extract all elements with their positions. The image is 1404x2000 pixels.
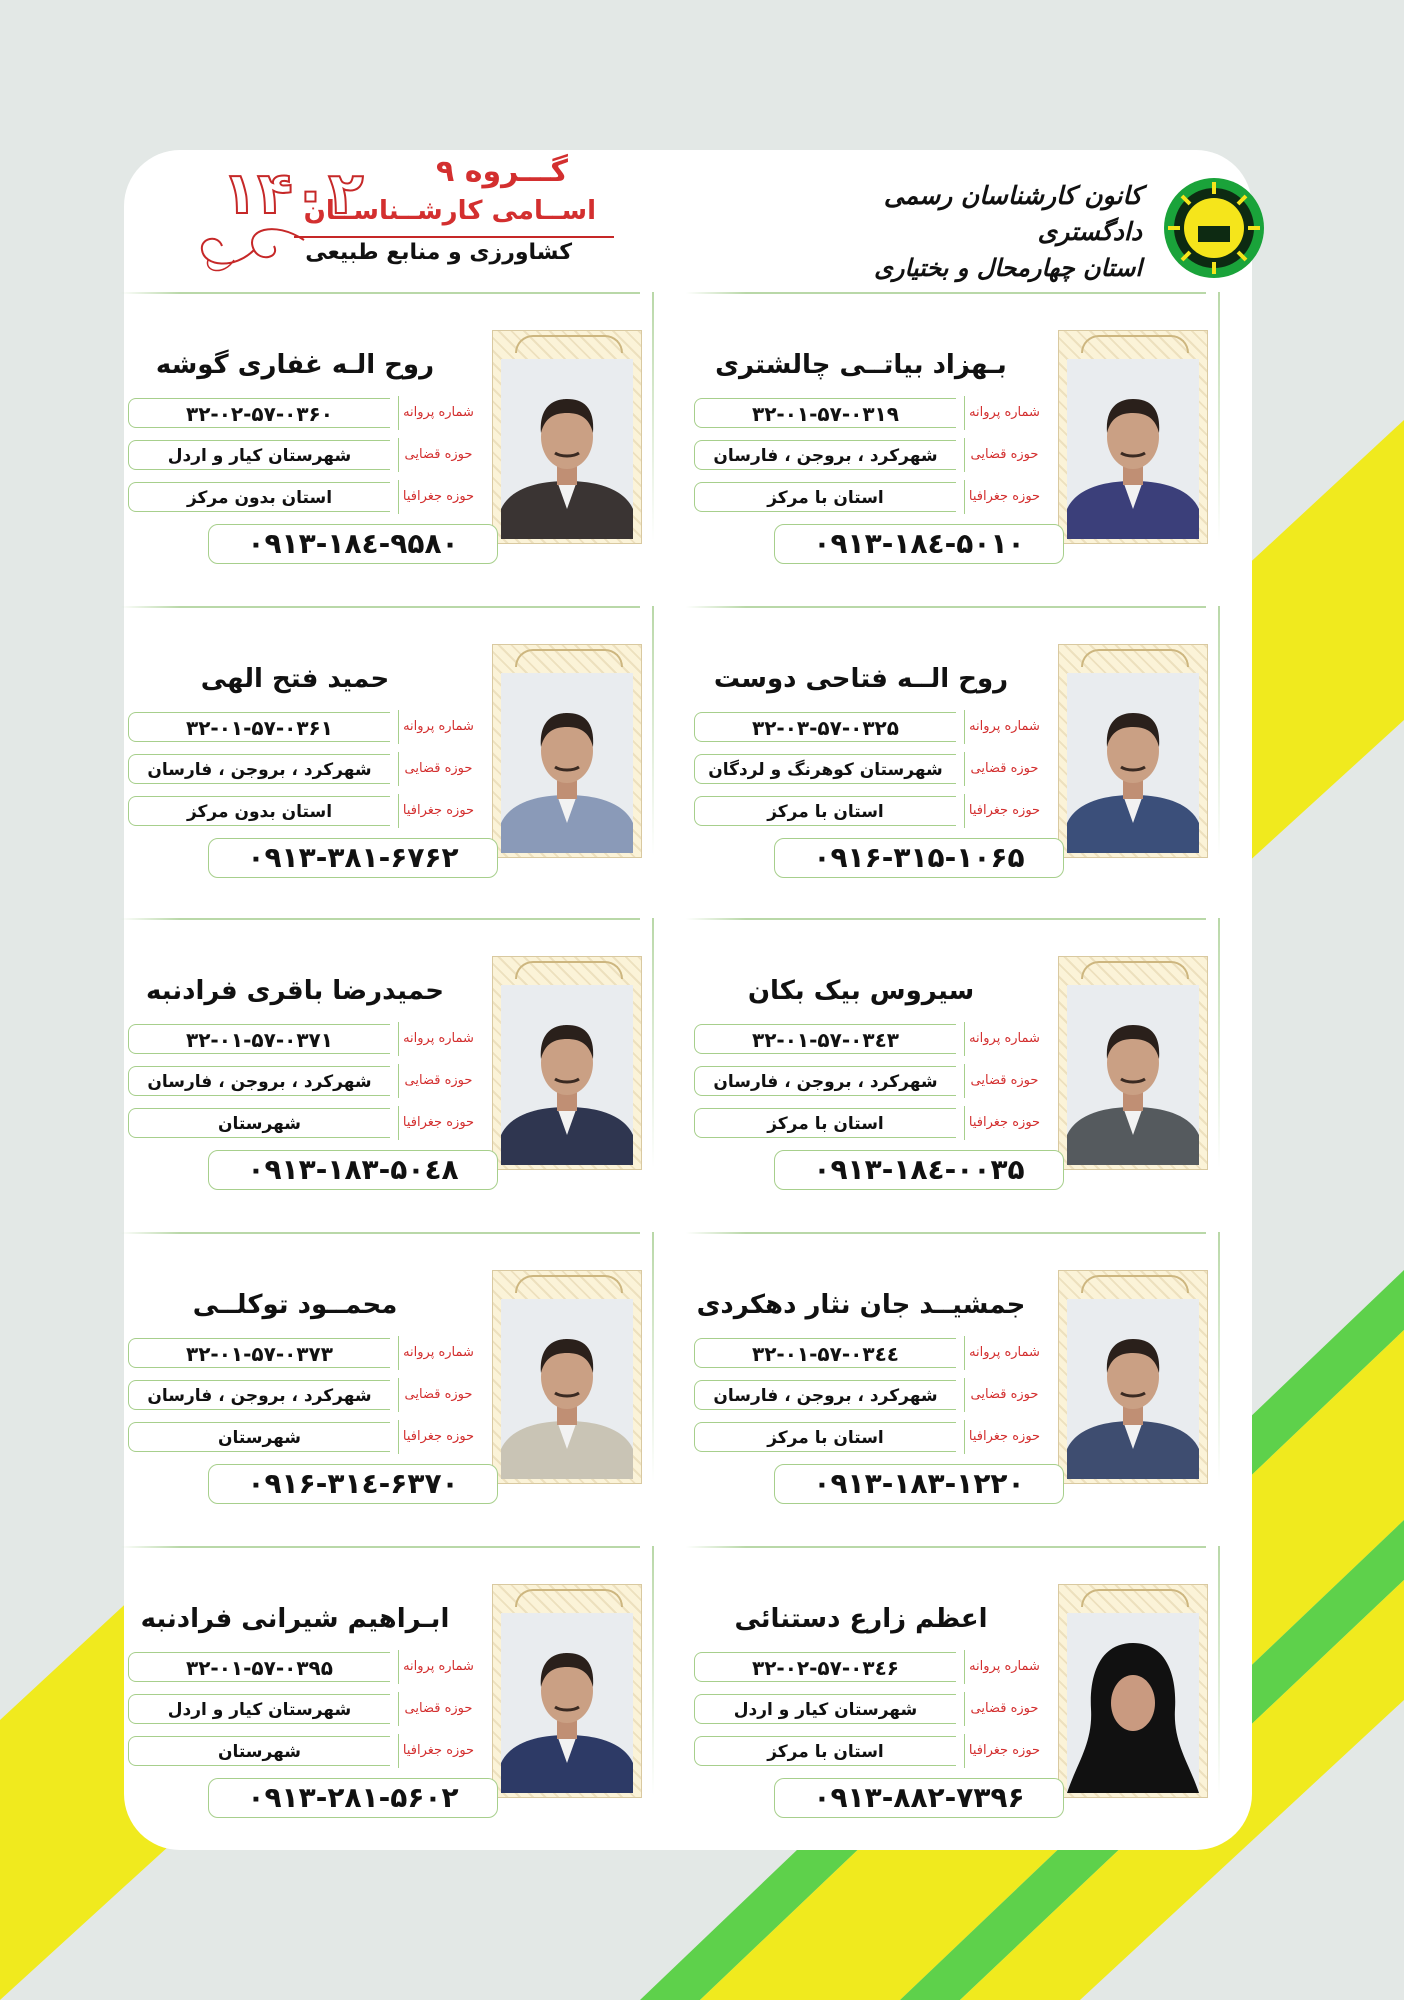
- judicial-label: حوزه قضایی: [398, 1064, 478, 1098]
- judicial-row: [694, 1064, 1044, 1098]
- group-header: [186, 152, 626, 282]
- geo-label: حوزه جغرافیا: [398, 1420, 478, 1454]
- card-top-border: [746, 1546, 1206, 1548]
- license-row: [128, 710, 478, 744]
- portrait-icon: [1067, 985, 1199, 1165]
- judicial-label: حوزه قضایی: [398, 438, 478, 472]
- license-label: شماره پروانه: [964, 1650, 1044, 1684]
- judicial-label: حوزه قضایی: [964, 438, 1044, 472]
- expert-photo: [1067, 673, 1199, 853]
- card-top-border-fade: [120, 292, 180, 294]
- card-top-border: [180, 918, 640, 920]
- portrait-icon: [501, 1613, 633, 1793]
- card-side-border: [652, 292, 654, 542]
- judicial-area: شهرکرد ، بروجن ، فارسان: [694, 1380, 956, 1410]
- judicial-area: شهرستان کیار و اردل: [128, 440, 390, 470]
- card-side-border: [1218, 1232, 1220, 1482]
- card-top-border-fade: [120, 1232, 180, 1234]
- license-number: ۳۲-۰۱-۵۷-۰۳۱۹: [694, 398, 956, 428]
- license-label: شماره پروانه: [964, 1022, 1044, 1056]
- license-label: شماره پروانه: [398, 396, 478, 430]
- expert-photo: [1067, 359, 1199, 539]
- judicial-label: حوزه قضایی: [964, 752, 1044, 786]
- expert-name: روح الــه فتاحی دوست: [713, 664, 1009, 694]
- expert-card: [120, 918, 660, 1208]
- expert-photo: [1067, 1299, 1199, 1479]
- judicial-row: [128, 1064, 478, 1098]
- judicial-area: شهرستان کوهرنگ و لردگان: [694, 754, 956, 784]
- expert-name: محمــود توکلــی: [192, 1290, 398, 1320]
- license-number: ۳۲-۰۱-۵۷-۰۳٤٤: [694, 1338, 956, 1368]
- phone-number: ۰۹۱۳-۸۸۲-۷۳۹۶: [774, 1778, 1064, 1818]
- expert-photo: [501, 1613, 633, 1793]
- license-number: ۳۲-۰۱-۵۷-۰۳٤۳: [694, 1024, 956, 1054]
- judicial-row: [128, 1378, 478, 1412]
- license-number: ۳۲-۰۱-۵۷-۰۳۷۱: [128, 1024, 390, 1054]
- license-label: شماره پروانه: [398, 1022, 478, 1056]
- geo-area: شهرستان: [128, 1422, 390, 1452]
- group-field: کشاورزی و منابع طبیعی: [305, 240, 572, 265]
- ornament-icon: [194, 220, 314, 276]
- geo-area: استان بدون مرکز: [128, 482, 390, 512]
- card-side-border: [1218, 918, 1220, 1168]
- expert-card: [120, 1546, 660, 1836]
- license-label: شماره پروانه: [398, 710, 478, 744]
- expert-photo: [1067, 985, 1199, 1165]
- expert-photo: [1067, 1613, 1199, 1793]
- expert-card: [686, 292, 1226, 582]
- judicial-row: [694, 1692, 1044, 1726]
- judicial-row: [694, 1378, 1044, 1412]
- expert-name: بـهزاد بیاتــی چالشتری: [715, 350, 1007, 380]
- card-top-border: [746, 1232, 1206, 1234]
- license-number: ۳۲-۰۱-۵۷-۰۳۷۳: [128, 1338, 390, 1368]
- frame-arch-ornament: [1081, 1275, 1189, 1293]
- geo-label: حوزه جغرافیا: [398, 1106, 478, 1140]
- phone-number: ۰۹۱۶-۳۱٤-۶۳۷۰: [208, 1464, 498, 1504]
- judicial-area: شهرکرد ، بروجن ، فارسان: [128, 754, 390, 784]
- license-label: شماره پروانه: [964, 396, 1044, 430]
- judicial-area: شهرستان کیار و اردل: [694, 1694, 956, 1724]
- frame-arch-ornament: [1081, 1589, 1189, 1607]
- license-row: [128, 1650, 478, 1684]
- frame-arch-ornament: [515, 649, 623, 667]
- portrait-icon: [1067, 1299, 1199, 1479]
- group-divider: [294, 236, 614, 238]
- expert-photo: [501, 673, 633, 853]
- photo-frame: [492, 956, 642, 1170]
- card-top-border-fade: [120, 606, 180, 608]
- photo-frame: [1058, 956, 1208, 1170]
- portrait-icon: [501, 985, 633, 1165]
- license-number: ۳۲-۰۲-۵۷-۰۳٤۶: [694, 1652, 956, 1682]
- geo-row: [694, 480, 1044, 514]
- card-top-border: [746, 606, 1206, 608]
- association-logo: [1162, 176, 1266, 280]
- judicial-area: شهرکرد ، بروجن ، فارسان: [694, 1066, 956, 1096]
- judicial-row: [128, 438, 478, 472]
- geo-area: استان با مرکز: [694, 482, 956, 512]
- card-top-border-fade: [686, 918, 746, 920]
- phone-number: ۰۹۱۳-۱۸٤-۹۵۸۰: [208, 524, 498, 564]
- photo-frame: [492, 1584, 642, 1798]
- license-label: شماره پروانه: [964, 1336, 1044, 1370]
- geo-label: حوزه جغرافیا: [964, 480, 1044, 514]
- frame-arch-ornament: [515, 335, 623, 353]
- expert-name: اعظم زارع دستنائی: [734, 1604, 988, 1634]
- judicial-row: [694, 752, 1044, 786]
- geo-label: حوزه جغرافیا: [964, 1420, 1044, 1454]
- expert-name: سیروس بیک بکان: [747, 976, 975, 1006]
- license-row: [128, 1022, 478, 1056]
- license-row: [694, 710, 1044, 744]
- license-row: [694, 396, 1044, 430]
- phone-number: ۰۹۱۳-۱۸٤-۰۰۳۵: [774, 1150, 1064, 1190]
- license-number: ۳۲-۰۳-۵۷-۰۳۲۵: [694, 712, 956, 742]
- phone-number: ۰۹۱۳-۲۸۱-۵۶۰۲: [208, 1778, 498, 1818]
- judicial-area: شهرکرد ، بروجن ، فارسان: [128, 1066, 390, 1096]
- frame-arch-ornament: [515, 1275, 623, 1293]
- judicial-area: شهرکرد ، بروجن ، فارسان: [128, 1380, 390, 1410]
- expert-name: روح الـه غفاری گوشه: [155, 350, 435, 380]
- phone-number: ۰۹۱۳-۳۸۱-۶۷۶۲: [208, 838, 498, 878]
- card-side-border: [652, 1232, 654, 1482]
- card-top-border-fade: [120, 918, 180, 920]
- card-top-border-fade: [686, 606, 746, 608]
- judicial-label: حوزه قضایی: [964, 1692, 1044, 1726]
- license-row: [694, 1650, 1044, 1684]
- geo-area: شهرستان: [128, 1108, 390, 1138]
- photo-frame: [1058, 644, 1208, 858]
- photo-frame: [1058, 330, 1208, 544]
- association-name: [842, 178, 1142, 286]
- geo-area: استان بدون مرکز: [128, 796, 390, 826]
- geo-area: استان با مرکز: [694, 796, 956, 826]
- expert-card: [686, 1232, 1226, 1522]
- license-number: ۳۲-۰۱-۵۷-۰۳۹۵: [128, 1652, 390, 1682]
- photo-frame: [492, 330, 642, 544]
- group-title: گـــروه ۹: [436, 154, 568, 189]
- judicial-label: حوزه قضایی: [398, 1378, 478, 1412]
- portrait-icon: [1067, 1613, 1199, 1793]
- frame-arch-ornament: [1081, 649, 1189, 667]
- card-top-border: [746, 918, 1206, 920]
- phone-number: ۰۹۱۳-۱۸۳-۵۰٤۸: [208, 1150, 498, 1190]
- license-row: [694, 1022, 1044, 1056]
- card-side-border: [1218, 292, 1220, 542]
- geo-label: حوزه جغرافیا: [964, 794, 1044, 828]
- license-row: [128, 1336, 478, 1370]
- expert-card: [686, 918, 1226, 1208]
- expert-card: [120, 606, 660, 896]
- geo-row: [128, 1106, 478, 1140]
- expert-card: [120, 1232, 660, 1522]
- photo-frame: [1058, 1584, 1208, 1798]
- license-row: [694, 1336, 1044, 1370]
- photo-frame: [492, 1270, 642, 1484]
- geo-row: [694, 1106, 1044, 1140]
- expert-photo: [501, 359, 633, 539]
- card-side-border: [652, 606, 654, 856]
- judicial-row: [128, 1692, 478, 1726]
- card-top-border: [180, 1546, 640, 1548]
- geo-label: حوزه جغرافیا: [398, 480, 478, 514]
- geo-row: [694, 1420, 1044, 1454]
- frame-arch-ornament: [1081, 335, 1189, 353]
- judicial-row: [694, 438, 1044, 472]
- geo-area: استان با مرکز: [694, 1108, 956, 1138]
- card-top-border: [180, 606, 640, 608]
- geo-label: حوزه جغرافیا: [964, 1734, 1044, 1768]
- group-subtitle: اســامی کارشــناســان: [303, 196, 596, 226]
- card-side-border: [1218, 1546, 1220, 1796]
- geo-label: حوزه جغرافیا: [964, 1106, 1044, 1140]
- portrait-icon: [501, 1299, 633, 1479]
- judicial-area: شهرکرد ، بروجن ، فارسان: [694, 440, 956, 470]
- association-name-line2: استان چهارمحال و بختیاری: [874, 253, 1142, 282]
- phone-number: ۰۹۱۳-۱۸٤-۵۰۱۰: [774, 524, 1064, 564]
- card-top-border: [180, 1232, 640, 1234]
- card-side-border: [1218, 606, 1220, 856]
- license-number: ۳۲-۰۲-۵۷-۰۳۶۰: [128, 398, 390, 428]
- license-label: شماره پروانه: [398, 1650, 478, 1684]
- card-top-border-fade: [686, 1232, 746, 1234]
- geo-row: [128, 480, 478, 514]
- portrait-icon: [1067, 359, 1199, 539]
- expert-card: [686, 1546, 1226, 1836]
- portrait-icon: [501, 359, 633, 539]
- sun-emblem-icon: [1162, 176, 1266, 280]
- geo-area: شهرستان: [128, 1736, 390, 1766]
- group-year: ۱۴۰۲: [222, 159, 364, 227]
- license-label: شماره پروانه: [398, 1336, 478, 1370]
- expert-photo: [501, 1299, 633, 1479]
- geo-row: [128, 794, 478, 828]
- photo-frame: [492, 644, 642, 858]
- portrait-icon: [501, 673, 633, 853]
- expert-photo: [501, 985, 633, 1165]
- judicial-area: شهرستان کیار و اردل: [128, 1694, 390, 1724]
- geo-row: [128, 1420, 478, 1454]
- frame-arch-ornament: [1081, 961, 1189, 979]
- expert-name: حمید فتح الهی: [200, 664, 390, 694]
- license-number: ۳۲-۰۱-۵۷-۰۳۶۱: [128, 712, 390, 742]
- card-side-border: [652, 1546, 654, 1796]
- expert-card: [686, 606, 1226, 896]
- frame-arch-ornament: [515, 1589, 623, 1607]
- judicial-label: حوزه قضایی: [398, 752, 478, 786]
- license-label: شماره پروانه: [964, 710, 1044, 744]
- geo-label: حوزه جغرافیا: [398, 794, 478, 828]
- card-top-border-fade: [686, 1546, 746, 1548]
- phone-number: ۰۹۱۳-۱۸۳-۱۲۲۰: [774, 1464, 1064, 1504]
- card-top-border: [180, 292, 640, 294]
- frame-arch-ornament: [515, 961, 623, 979]
- expert-name: جمشیــد جان نثار دهکردی: [696, 1290, 1026, 1320]
- geo-area: استان با مرکز: [694, 1736, 956, 1766]
- photo-frame: [1058, 1270, 1208, 1484]
- geo-label: حوزه جغرافیا: [398, 1734, 478, 1768]
- license-row: [128, 396, 478, 430]
- judicial-label: حوزه قضایی: [964, 1064, 1044, 1098]
- card-top-border-fade: [686, 292, 746, 294]
- judicial-row: [128, 752, 478, 786]
- card-top-border: [746, 292, 1206, 294]
- phone-number: ۰۹۱۶-۳۱۵-۱۰۶۵: [774, 838, 1064, 878]
- card-top-border-fade: [120, 1546, 180, 1548]
- expert-card: [120, 292, 660, 582]
- judicial-label: حوزه قضایی: [398, 1692, 478, 1726]
- card-side-border: [652, 918, 654, 1168]
- expert-name: حمیدرضا باقری فرادنبه: [146, 976, 444, 1006]
- expert-name: ابـراهیم شیرانی فرادنبه: [140, 1604, 450, 1634]
- geo-row: [694, 1734, 1044, 1768]
- association-name-line1: کانون کارشناسان رسمی دادگستری: [883, 181, 1142, 246]
- geo-row: [128, 1734, 478, 1768]
- geo-row: [694, 794, 1044, 828]
- judicial-label: حوزه قضایی: [964, 1378, 1044, 1412]
- geo-area: استان با مرکز: [694, 1422, 956, 1452]
- portrait-icon: [1067, 673, 1199, 853]
